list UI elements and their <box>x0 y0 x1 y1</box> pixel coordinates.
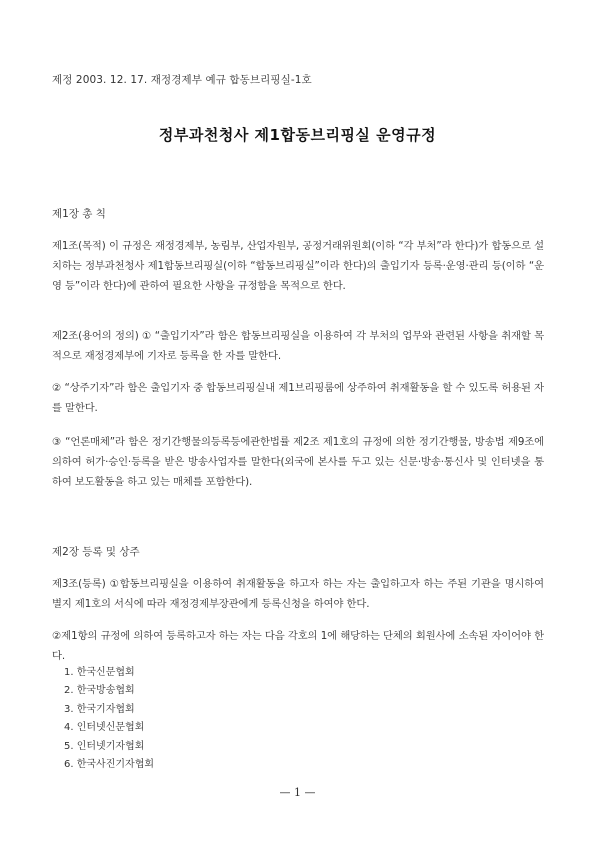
list-item: 3. 한국기자협회 <box>64 703 135 715</box>
list-item: 4. 인터넷신문협회 <box>64 722 145 734</box>
article-3-paragraph-1: 제3조(등록) ①합동브리핑실을 이용하여 취재활동을 하고자 하는 자는 출입하고자 하는 주된 기관을 명시하여 별지 제1호의 서식에 따라 재정경제부장관에게 등록신청을 하여야 한다. <box>52 578 544 610</box>
article-2-paragraph-2: ② “상주기자”라 함은 출입기자 중 합동브리핑실내 제1브리핑룸에 상주하여 취재활동을 할 수 있도록 허용된 자를 말한다. <box>52 382 544 414</box>
list-item: 6. 한국사진기자협회 <box>64 759 155 771</box>
article-2-paragraph-1: 제2조(용어의 정의) ① “출입기자”라 함은 합동브리핑실을 이용하여 각 부처의 업무와 관련된 사항을 취재할 목적으로 재정경제부에 기자로 등록을 한 자를 말한다. <box>52 330 544 362</box>
article-1-paragraph: 제1조(목적) 이 규정은 재정경제부, 농림부, 산업자원부, 공정거래위원회(이하 “각 부처”라 한다)가 합동으로 설치하는 정부과천청사 제1합동브리핑실(이하 “합동브리핑실”이라 한다)의 출입기자 등록·운영·관리 등(이하 “운영 등”이라 한다)에 관하여 필요한 사항을 규정함을 목적으로 한다. <box>52 240 544 292</box>
association-list <box>64 664 154 774</box>
chapter-1-heading: 제1장 총 칙 <box>52 208 106 220</box>
article-3-paragraph-2: ②제1항의 규정에 의하여 등록하고자 하는 자는 다음 각호의 1에 해당하는 단체의 회원사에 소속된 자이어야 한다. <box>52 630 544 662</box>
page-number: — 1 — <box>279 786 316 799</box>
list-item: 1. 한국신문협회 <box>64 667 135 678</box>
list-item: 2. 한국방송협회 <box>64 685 135 697</box>
document-title: 정부과천청사 제1합동브리핑실 운영규정 <box>158 126 437 144</box>
list-item: 5. 인터넷기자협회 <box>64 740 145 752</box>
article-2-paragraph-3: ③ “언론매체”라 함은 정기간행물의등록등에관한법률 제2조 제1호의 규정에 의한 정기간행물, 방송법 제9조에 의하여 허가·승인·등록을 받은 방송사업자를 말한다(외국에 본사를 두고 있는 신문·방송·통신사 및 인터넷을 통하여 보도활동을 하고 있는 매체를 포함한다). <box>52 436 544 488</box>
enactment-header: 제정 2003. 12. 17. 재정경제부 예규 합동브리핑실-1호 <box>52 74 312 86</box>
chapter-2-heading: 제2장 등록 및 상주 <box>52 546 140 558</box>
